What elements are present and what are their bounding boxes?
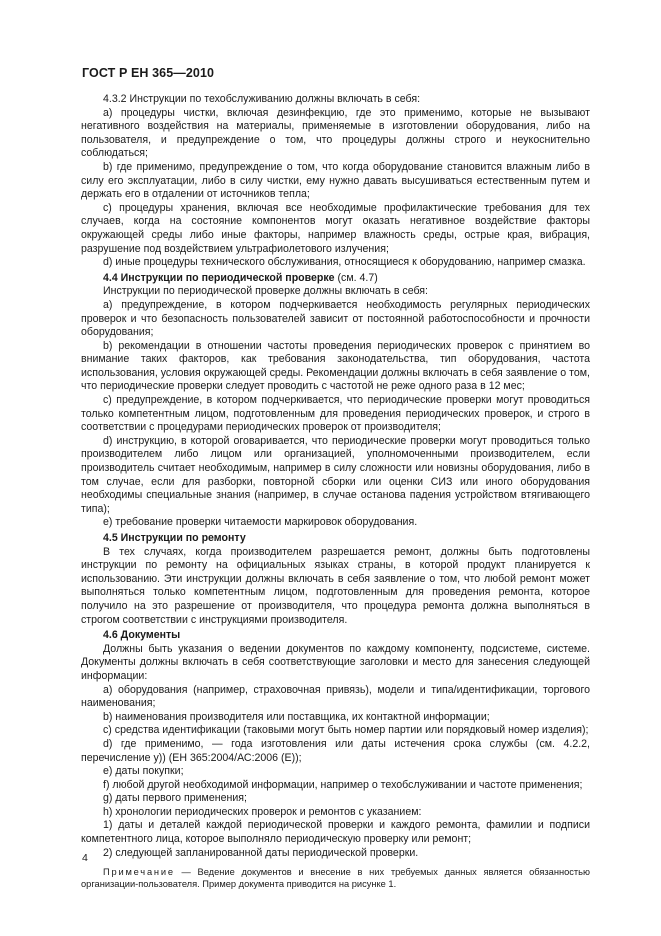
section-4-4-heading (81, 272, 590, 286)
section-4-3-2-intro: 4.3.2 Инструкции по техобслуживанию должны включать в себя: (103, 93, 421, 105)
list-item: 2) следующей запланированной даты периодической проверки. (103, 846, 419, 859)
list-item: c) средства идентификации (таковыми могут быть номер партии или порядковый номер изделия); (103, 724, 589, 737)
section-4-4-ref: (см. 4.7) (334, 271, 378, 284)
note-text: — Ведение документов и внесение в них требуемых данных является обязанностью организации-пользователя. Пример документа приводится на рисунке 1. (81, 867, 590, 890)
list-item: d) где применимо, — года изготовления или даты истечения срока службы (см. 4.2.2, перечисление y)) (ЕН 365:2004/АС:2006 (Е)); (81, 737, 590, 764)
document-body (81, 93, 590, 891)
standard-header: ГОСТ Р ЕН 365—2010 (82, 66, 215, 80)
list-item: a) предупреждение, в котором подчеркивается необходимость регулярных периодических проверок и что безопасность пользователей зависит от постоянной работоспособности и прочности оборудования; (81, 298, 590, 339)
list-item: h) хронологии периодических проверок и ремонтов с указанием: (103, 805, 422, 818)
section-4-4-title: 4.4 Инструкции по периодической проверке (103, 271, 335, 284)
list-item: a) процедуры чистки, включая дезинфекцию, где это применимо, которые не вызывают негативного воздействия на материалы, применяемые в изготовлении оборудования, либо на пользователя, и предупреждение о том, что процедуры должны строго и неукоснительно соблюдаться; (81, 106, 590, 160)
list-item: c) процедуры хранения, включая все необходимые профилактические требования для тех случаев, когда на состояние компонентов могут оказать негативное воздействие факторы окружающей среды либо иные факторы, например влажность среды, острые края, вибрация, разрушение под воздействием ультрафиолетового излучения; (81, 201, 590, 255)
section-4-6-heading: 4.6 Документы (103, 629, 181, 642)
section-4-5-heading: 4.5 Инструкции по ремонту (103, 532, 246, 544)
section-4-6-intro: Должны быть указания о ведении документов по каждому компоненту, подсистеме, системе. Документы должны включать в себя соответствующие заголовки и место для занесения следующей информации: (81, 642, 590, 682)
list-item: d) инструкцию, в которой оговаривается, что периодические проверки могут проводиться только производителем либо лицом или организацией, уполномоченными производителем, если производитель считает необходимым, например в силу сложности или новизны оборудования, либо в том случае, если для разборки, повторной сборки или оценки СИЗ или иного оборудования необходимы специальные знания (например, в случае останова падения устройством втягивающего типа); (81, 434, 590, 515)
list-item: c) предупреждение, в котором подчеркивается, что периодические проверки могут проводиться только компетентным лицом, подготовленным для проведения периодических проверок, и строго в соответствии с процедурами периодических проверок от производителя; (81, 394, 590, 434)
list-item: e) даты покупки; (103, 765, 184, 778)
section-4-4-intro: Инструкции по периодической проверке должны включать в себя: (103, 285, 428, 298)
list-item: e) требование проверки читаемости маркировок оборудования. (103, 516, 418, 529)
list-item: b) наименования производителя или поставщика, их контактной информации; (103, 710, 490, 723)
note-label: Примечание (103, 867, 175, 878)
list-item: d) иные процедуры технического обслуживания, относящиеся к оборудованию, например смазка. (103, 256, 586, 269)
list-item: b) где применимо, предупреждение о том, что когда оборудование становится влажным либо в силу его эксплуатации, либо в силу чистки, ему нужно давать высушиваться естественным путем и держать его в отдалении от источников тепла; (81, 160, 590, 201)
note (81, 866, 590, 890)
list-item: b) рекомендации в отношении частоты проведения периодических проверок с принятием во внимание таких факторов, как требования законодательства, тип оборудования, частота использования, условия окружающей среды. Рекомендации должны включать в себя заявление о том, что периодические проверки следует проводить с частотой не реже одного раза в 12 мес; (81, 339, 590, 393)
list-item: a) оборудования (например, страховочная привязь), модели и типа/идентификации, торгового наименования; (81, 683, 590, 710)
list-item: f) любой другой необходимой информации, например о техобслуживании и частоте применения; (103, 778, 583, 791)
list-item: g) даты первого применения; (103, 792, 247, 805)
page-number: 4 (82, 852, 88, 864)
section-4-5-text: В тех случаях, когда производителем разрешается ремонт, должны быть подготовлены инструкции по ремонту на официальных языках страны, в которой продукт планируется к использованию. Эти инструкции должны включать в себя заявление о том, что любой ремонт может выполняться только компетентным лицом, подготовленным для проведения ремонта, которое получило на это разрешение от производителя, что процедура ремонта должна выполняться в строгом соответствии с инструкциями производителя. (81, 545, 590, 626)
list-item: 1) даты и деталей каждой периодической проверки и каждого ремонта, фамилии и подписи компетентного лица, которое выполняло периодическую проверку или ремонт; (81, 819, 590, 846)
